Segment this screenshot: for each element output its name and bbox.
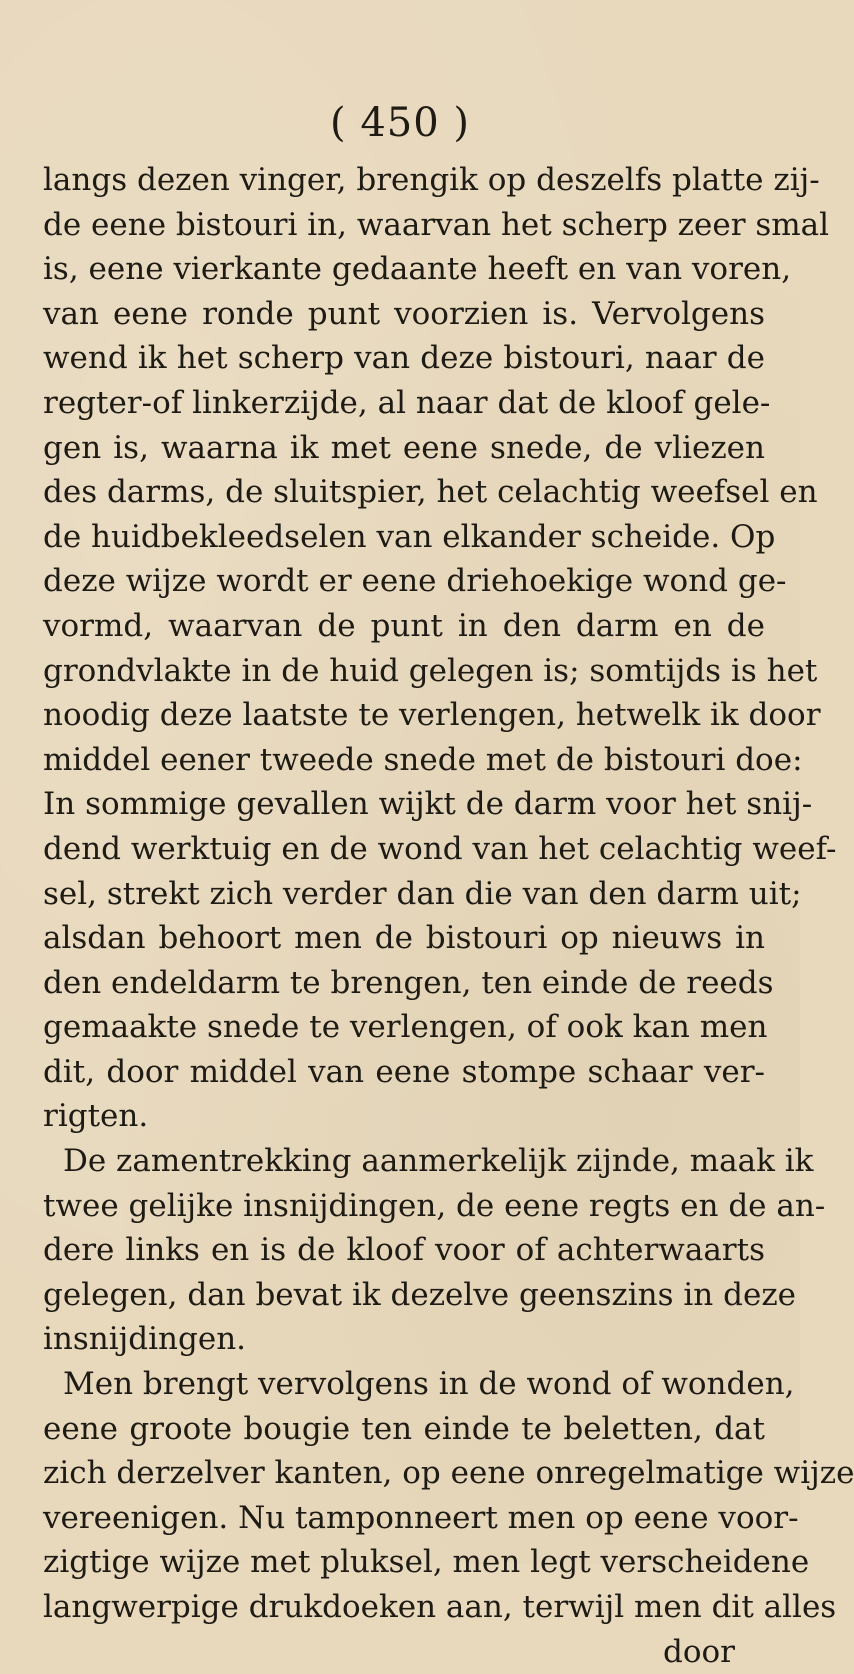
text-line: gen is, waarna ik met eene snede, de vliezen: [43, 429, 765, 466]
text-line: middel eener tweede snede met de bistouri doe:: [43, 741, 803, 778]
text-line: van eene ronde punt voorzien is. Vervolgens: [43, 295, 765, 332]
text-line: dend werktuig en de wond van het celachtig weef-: [43, 830, 837, 867]
text-line: zich derzelver kanten, op eene onregelmatige wijze: [43, 1455, 854, 1492]
text-line: sel, strekt zich verder dan die van den darm uit;: [43, 875, 802, 912]
text-line: de eene bistouri in, waarvan het scherp zeer smal: [43, 206, 830, 243]
text-line: langs dezen vinger, brengik op deszelfs platte zij-: [43, 162, 820, 198]
text-line: twee gelijke insnijdingen, de eene regts en de an-: [43, 1187, 826, 1224]
text-line: vormd, waarvan de punt in den darm en de: [43, 607, 765, 644]
text-line: rigten.: [43, 1098, 149, 1135]
text-line: grondvlakte in de huid gelegen is; somtijds is het: [43, 652, 818, 689]
text-line: De zamentrekking aanmerkelijk zijnde, maak ik: [63, 1143, 814, 1180]
text-line: is, eene vierkante gedaante heeft en van voren,: [43, 251, 792, 288]
text-line: dit, door middel van eene stompe schaar ver-: [43, 1053, 765, 1090]
text-line: deze wijze wordt er eene driehoekige wond ge-: [43, 563, 787, 600]
text-line: den endeldarm te brengen, ten einde de reeds: [43, 964, 774, 1001]
text-line: wend ik het scherp van deze bistouri, naar de: [43, 340, 765, 377]
body-text: [43, 158, 854, 1674]
text-line: gemaakte snede te verlengen, of ook kan men: [43, 1009, 768, 1046]
text-line: Men brengt vervolgens in de wond of wonden,: [63, 1366, 795, 1403]
text-line: insnijdingen.: [43, 1321, 247, 1358]
text-line: dere links en is de kloof voor of achterwaarts: [43, 1232, 765, 1269]
text-line: zigtige wijze met pluksel, men legt verscheidene: [43, 1544, 810, 1581]
text-line: de huidbekleedselen van elkander scheide. Op: [43, 518, 776, 555]
text-line: vereenigen. Nu tamponneert men op eene voor-: [43, 1499, 799, 1536]
text-line: alsdan behoort men de bistouri op nieuws in: [43, 920, 765, 957]
text-line: langwerpige drukdoeken aan, terwijl men dit alles: [43, 1589, 837, 1625]
text-line: door: [663, 1633, 735, 1670]
text-line: eene groote bougie ten einde te beletten, dat: [43, 1410, 765, 1447]
text-line: noodig deze laatste te verlengen, hetwelk ik door: [43, 697, 821, 734]
page-number: ( 450 ): [330, 100, 470, 146]
text-line: In sommige gevallen wijkt de darm voor het snij-: [43, 786, 813, 823]
text-line: regter-of linkerzijde, al naar dat de kloof gele-: [43, 384, 771, 421]
text-line: gelegen, dan bevat ik dezelve geenszins in deze: [43, 1276, 796, 1313]
text-line: des darms, de sluitspier, het celachtig weefsel en: [43, 474, 818, 511]
